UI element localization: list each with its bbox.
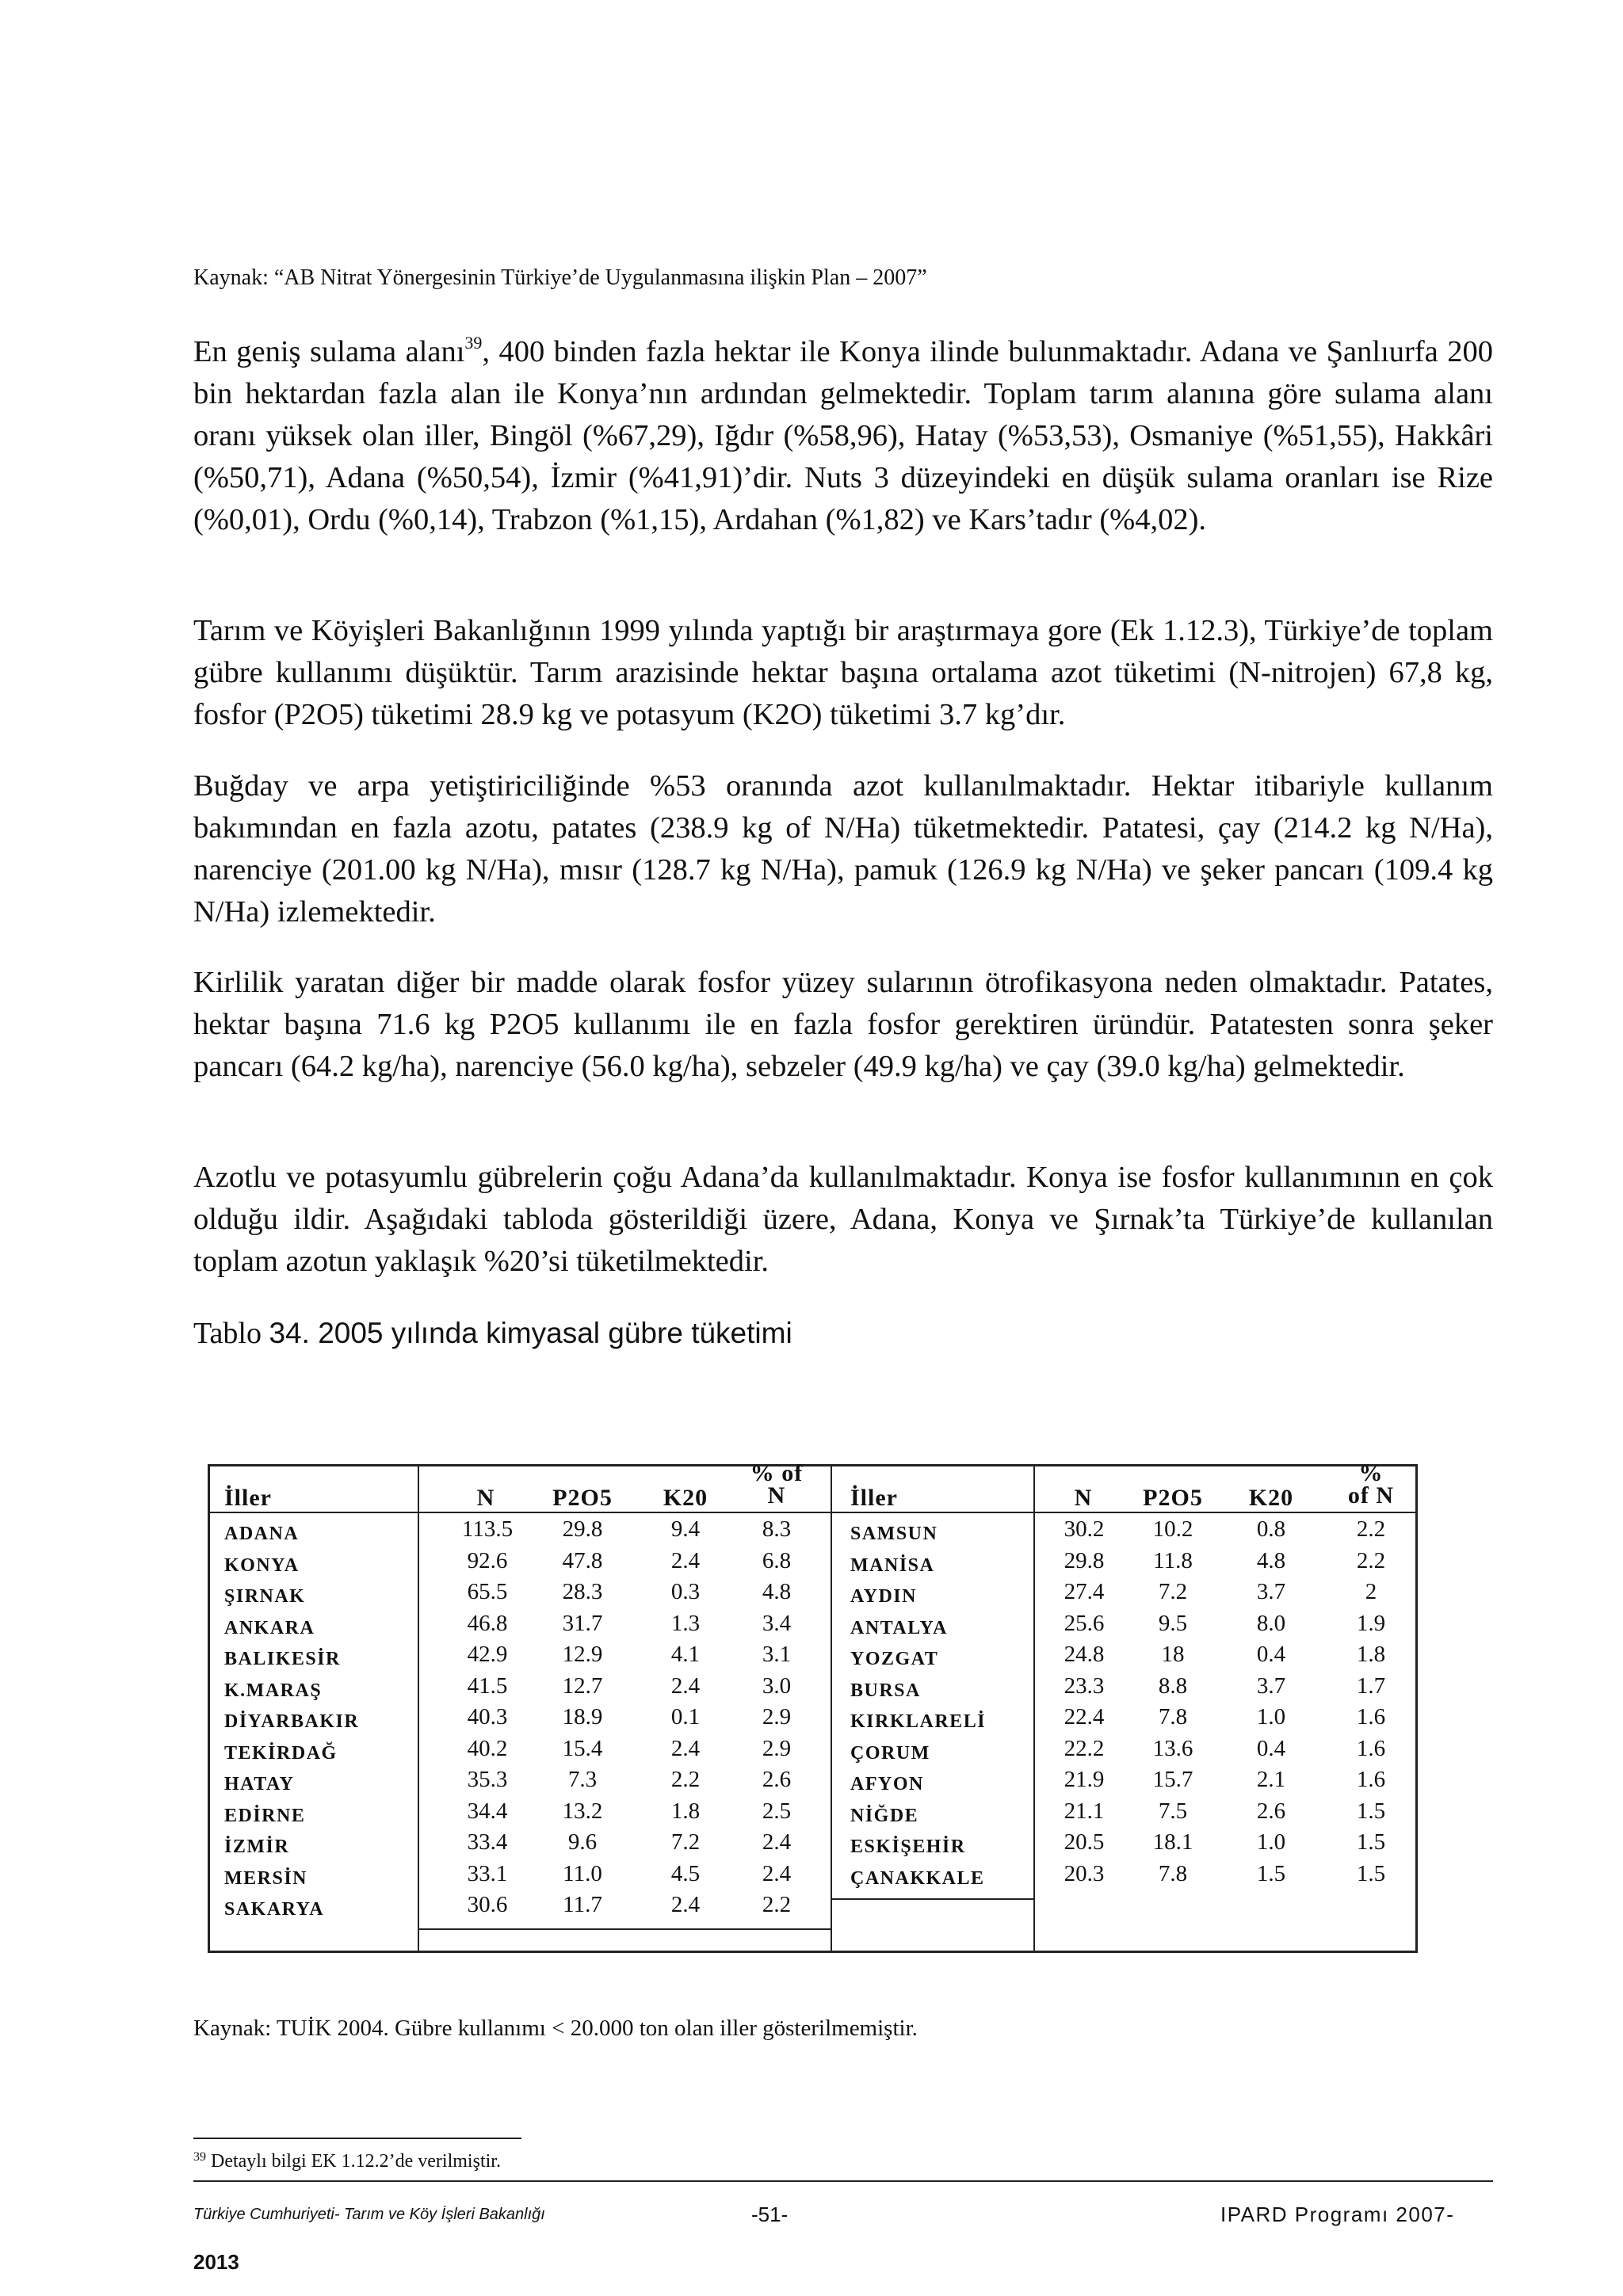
value-pct-n: 1.5 [1356,1798,1386,1824]
value-n: 41.5 [467,1672,508,1699]
table-caption [193,1314,792,1353]
value-n: 27.4 [1064,1579,1105,1604]
header-k20-left: K20 [663,1485,708,1511]
value-pct-n: 1.6 [1356,1767,1386,1792]
value-p2o5: 7.5 [1158,1798,1188,1824]
caption-prefix: Tablo [193,1317,269,1350]
value-k20: 3.7 [1256,1579,1286,1604]
source-note-top: Kaynak: “AB Nitrat Yönergesinin Türkiye’de Uygulanmasına ilişkin Plan – 2007” [193,265,927,290]
value-pct-n: 3.1 [762,1642,792,1667]
value-p2o5: 9.5 [1158,1610,1188,1636]
value-p2o5: 15.4 [562,1735,603,1761]
value-n: 21.9 [1064,1767,1105,1792]
value-p2o5: 11.7 [563,1892,602,1917]
value-k20: 2.4 [670,1547,701,1573]
value-n: 30.6 [467,1892,508,1917]
value-k20: 4.8 [1256,1547,1286,1573]
value-p2o5: 11.8 [1153,1547,1193,1573]
table-right-bottom-rule [831,1898,1033,1900]
province-name: BALIKESİR [224,1649,341,1669]
value-p2o5: 18.1 [1152,1829,1193,1855]
header-n-left: N [476,1485,495,1511]
province-name: ANTALYA [850,1617,948,1638]
province-name: KIRKLARELİ [850,1711,987,1732]
value-n: 35.3 [467,1767,508,1792]
province-name: DİYARBAKIR [224,1711,360,1732]
paragraph-fertilizer-use: Tarım ve Köyişleri Bakanlığının 1999 yılında yaptığı bir araştırmaya gore (Ek 1.12.3), Türkiye’de toplam gübre kullanımı düşüktür. Tarım arazisinde hektar başına ortalama azot tüketimi (N-nitrojen) 67,8 kg, fosfor (P2O5) tüketimi 28.9 kg ve potasyum (K2O) tüketimi 3.7 kg’dır. [193,614,1493,731]
value-p2o5: 28.3 [562,1579,603,1604]
value-k20: 4.1 [670,1642,701,1667]
value-k20: 1.3 [670,1610,701,1636]
value-n: 33.1 [467,1860,508,1886]
value-pct-n: 1.6 [1356,1704,1386,1730]
value-pct-n: 1.7 [1356,1672,1386,1699]
value-n: 113.5 [461,1516,514,1542]
footer-year: 2013 [193,2250,239,2274]
value-n: 40.3 [467,1704,508,1730]
value-n: 30.2 [1064,1516,1105,1542]
footnote-rule [193,2138,521,2139]
value-pct-n: 6.8 [762,1547,792,1573]
value-k20: 2.4 [670,1892,701,1917]
value-pct-n: 2.2 [762,1892,792,1917]
header-p2o5-right: P2O5 [1143,1485,1203,1511]
value-pct-n: 4.8 [762,1579,792,1604]
value-n: 34.4 [467,1798,508,1824]
paragraph-irrigation [193,331,1493,541]
value-n: 24.8 [1064,1642,1105,1667]
paragraph-irrigation-start: En geniş sulama alanı [193,335,465,368]
value-pct-n: 2 [1365,1579,1377,1604]
value-p2o5: 7.8 [1158,1704,1188,1730]
value-pct-n: 2.9 [762,1704,792,1730]
value-k20: 2.6 [1256,1798,1286,1824]
table-divider [1033,1466,1035,1951]
source-note-bottom: Kaynak: TUİK 2004. Gübre kullanımı < 20.000 ton olan iller gösterilmemiştir. [193,2016,918,2041]
value-k20: 1.0 [1256,1829,1286,1855]
table-divider [831,1466,832,1951]
value-pct-n: 2.9 [762,1735,792,1761]
footer-program: IPARD Programı 2007- [1220,2203,1455,2226]
paragraph-irrigation-rest: , 400 binden fazla hektar ile Konya ilinde bulunmaktadır. Adana ve Şanlıurfa 200 bin hektardan fazla alan ile Konya’nın ardından gelmektedir. Toplam tarım alanına göre sulama alanı oranı yüksek olan iller, Bingöl (%67,29), Iğdır (%58,96), Hatay (%53,53), Osmaniye (%51,55), Hakkâri (%50,71), Adana (%50,54), İzmir (%41,91)’dir. Nuts 3 düzeyindeki en düşük sulama oranları ise Rize (%0,01), Ordu (%0,14), Trabzon (%1,15), Ardahan (%1,82) ve Kars’tadır (%4,02). [193,335,1493,536]
value-pct-n: 2.4 [762,1860,792,1886]
header-p2o5-left: P2O5 [552,1485,613,1511]
value-pct-n: 2.5 [762,1798,792,1824]
province-name: MANİSA [850,1554,935,1576]
paragraph-provinces: Azotlu ve potasyumlu gübrelerin çoğu Adana’da kullanılmaktadır. Konya ise fosfor kullanımının en çok olduğu ildir. Aşağıdaki tabloda gösterildiği üzere, Adana, Konya ve Şırnak’ta Türkiye’de kullanılan toplam azotun yaklaşık %20’si tüketilmektedir. [193,1161,1493,1278]
value-p2o5: 13.2 [562,1798,603,1824]
value-n: 25.6 [1064,1610,1105,1636]
value-n: 33.4 [467,1829,508,1855]
value-p2o5: 13.6 [1152,1735,1193,1761]
value-p2o5: 10.2 [1152,1516,1193,1542]
table-divider [418,1466,419,1951]
value-pct-n: 3.4 [762,1610,792,1636]
value-p2o5: 11.0 [563,1860,602,1886]
header-pct-right-1: % [1358,1460,1384,1486]
value-k20: 4.5 [670,1860,701,1886]
value-k20: 1.0 [1256,1704,1286,1730]
province-name: ANKARA [224,1617,315,1638]
value-pct-n: 1.8 [1356,1642,1386,1667]
value-n: 40.2 [467,1735,508,1761]
value-n: 42.9 [467,1642,508,1667]
value-pct-n: 1.6 [1356,1735,1386,1761]
province-name: ÇANAKKALE [850,1867,985,1889]
value-p2o5: 18.9 [562,1704,603,1730]
fertilizer-table [208,1460,1418,1953]
value-k20: 0.3 [670,1579,701,1604]
table-header-rule [210,1512,831,1513]
value-k20: 2.2 [670,1767,701,1792]
province-name: ŞIRNAK [224,1586,306,1607]
header-iller-left: İller [224,1485,272,1511]
value-n: 29.8 [1064,1547,1105,1573]
value-pct-n: 8.3 [762,1516,792,1542]
value-k20: 2.1 [1256,1767,1286,1792]
value-p2o5: 8.8 [1158,1672,1188,1699]
value-p2o5: 18 [1161,1642,1185,1667]
province-name: HATAY [224,1774,295,1794]
province-name: KONYA [224,1554,300,1576]
value-k20: 3.7 [1256,1672,1286,1699]
province-name: ADANA [224,1524,300,1544]
province-name: MERSİN [224,1867,308,1889]
value-k20: 7.2 [670,1829,701,1855]
footnote-number: 39 [193,2150,206,2164]
province-name: SAKARYA [224,1899,325,1920]
province-name: K.MARAŞ [224,1680,323,1701]
value-n: 22.2 [1064,1735,1105,1761]
value-pct-n: 3.0 [762,1672,792,1699]
value-p2o5: 47.8 [562,1547,603,1573]
value-k20: 2.4 [670,1672,701,1699]
value-p2o5: 7.3 [567,1767,598,1792]
value-p2o5: 7.2 [1158,1579,1188,1604]
province-name: TEKİRDAĞ [224,1742,338,1764]
value-n: 22.4 [1064,1704,1105,1730]
value-pct-n: 1.9 [1356,1610,1386,1636]
province-name: AYDIN [850,1586,917,1607]
value-p2o5: 12.9 [562,1642,603,1667]
value-k20: 1.8 [670,1798,701,1824]
province-name: NİĞDE [850,1805,919,1826]
value-p2o5: 12.7 [562,1672,603,1699]
province-name: BURSA [850,1680,921,1701]
footnote [193,2149,501,2174]
value-pct-n: 2.2 [1356,1547,1386,1573]
footer-ministry: Türkiye Cumhuriyeti- Tarım ve Köy İşleri Bakanlığı [193,2206,545,2223]
value-k20: 2.4 [670,1735,701,1761]
value-n: 20.3 [1064,1860,1105,1886]
province-name: AFYON [850,1774,924,1794]
province-name: SAMSUN [850,1524,938,1544]
province-name: İZMİR [224,1836,290,1857]
value-n: 92.6 [467,1547,508,1573]
header-k20-right: K20 [1248,1485,1294,1511]
province-name: ÇORUM [850,1742,930,1764]
paragraph-nitrogen: Buğday ve arpa yetiştiriciliğinde %53 oranında azot kullanılmaktadır. Hektar itibariyle kullanım bakımından en fazla azotu, patates (238.9 kg of N/Ha) tüketmektedir. Patatesi, çay (214.2 kg N/Ha), narenciye (201.00 kg N/Ha), mısır (128.7 kg N/Ha), pamuk (126.9 kg N/Ha) ve şeker pancarı (109.4 kg N/Ha) izlemektedir. [193,769,1493,929]
value-k20: 9.4 [670,1516,701,1542]
value-n: 23.3 [1064,1672,1105,1699]
header-iller-right: İller [850,1485,898,1511]
table-header-rule [831,1512,1418,1513]
value-n: 65.5 [467,1579,508,1604]
value-p2o5: 9.6 [567,1829,598,1855]
value-n: 46.8 [467,1610,508,1636]
value-n: 20.5 [1064,1829,1105,1855]
value-pct-n: 2.6 [762,1767,792,1792]
header-pct-right-2: of N [1347,1482,1395,1508]
value-n: 21.1 [1064,1798,1105,1824]
value-k20: 0.1 [670,1704,701,1730]
caption-text: 34. 2005 yılında kimyasal gübre tüketimi [269,1317,792,1349]
value-k20: 0.8 [1256,1516,1286,1542]
value-p2o5: 7.8 [1158,1860,1188,1886]
value-k20: 1.5 [1256,1860,1286,1886]
value-pct-n: 2.2 [1356,1516,1386,1542]
footnote-text: Detaylı bilgi EK 1.12.2’de verilmiştir. [206,2151,501,2172]
footnote-ref: 39 [464,333,483,353]
footer-rule [193,2180,1493,2182]
value-k20: 0.4 [1256,1642,1286,1667]
value-p2o5: 15.7 [1152,1767,1193,1792]
province-name: YOZGAT [850,1649,939,1669]
header-pct-left-1: % of [750,1460,804,1486]
page-number: -51- [751,2203,789,2226]
value-pct-n: 1.5 [1356,1860,1386,1886]
province-name: EDİRNE [224,1805,306,1826]
header-n-right: N [1074,1485,1093,1511]
value-p2o5: 31.7 [562,1610,603,1636]
header-pct-left-2: N [767,1482,786,1508]
value-pct-n: 1.5 [1356,1829,1386,1855]
province-name: ESKİŞEHİR [850,1836,966,1857]
table-left-bottom-rule [418,1928,831,1930]
value-k20: 8.0 [1256,1610,1286,1636]
paragraph-phosphorus: Kirlilik yaratan diğer bir madde olarak fosfor yüzey sularının ötrofikasyona neden olmaktadır. Patates, hektar başına 71.6 kg P2O5 kullanımı ile en fazla fosfor gerektiren üründür. Patatesten sonra şeker pancarı (64.2 kg/ha), narenciye (56.0 kg/ha), sebzeler (49.9 kg/ha) ve çay (39.0 kg/ha) gelmektedir. [193,966,1493,1083]
value-k20: 0.4 [1256,1735,1286,1761]
value-pct-n: 2.4 [762,1829,792,1855]
value-p2o5: 29.8 [562,1516,603,1542]
